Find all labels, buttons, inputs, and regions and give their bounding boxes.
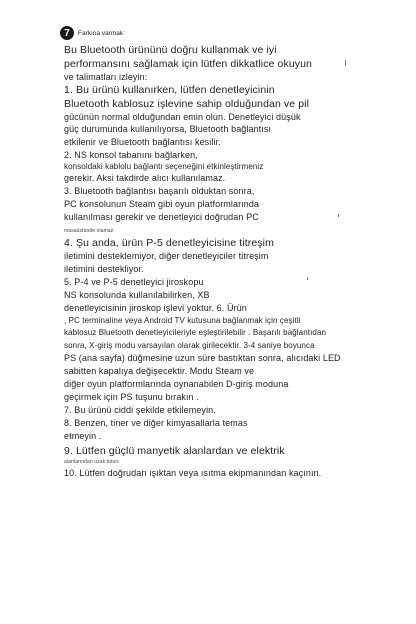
text-line: 4. Şu anda, ürün P-5 denetleyicisine titreşim bbox=[64, 237, 274, 249]
section-title: Farkına varmak: bbox=[78, 29, 125, 37]
text-line: etkilenir ve Bluetooth bağlantısı kesilir. bbox=[64, 137, 221, 147]
text-line: masaüstünde olamaz. bbox=[64, 228, 115, 234]
text-line: NS konsolunda kullanılabilirken, XB bbox=[64, 290, 210, 300]
text-line: sabitten kapalıya değişecektir. Modu Steam ve bbox=[64, 366, 255, 376]
text-line: , PC terminaline veya Android TV kutusuna bağlanmak için çeşitli bbox=[64, 316, 301, 325]
text-line: Bu Bluetooth ürününü doğru kullanmak ve iyi bbox=[64, 44, 277, 56]
scan-mark bbox=[307, 277, 308, 280]
text-line: denetleyicisinin jiroskop işlevi yoktur. 6. Ürün bbox=[64, 303, 247, 313]
section-header bbox=[60, 26, 125, 40]
text-line: 8. Benzen, tiner ve diğer kimyasallarla temas bbox=[64, 418, 248, 428]
text-line: kablosuz Bluetooth denetleyicileriyle eşleştirilebilir . Başarılı bağlantıdan bbox=[64, 328, 327, 337]
text-line: iletimini destekliyor. bbox=[64, 264, 144, 274]
text-line: 2. NS konsol tabanını bağlarken, bbox=[64, 150, 198, 160]
text-line: 10. Lütfen doğrudan ışıktan veya ısıtma ekipmanından kaçının. bbox=[64, 468, 322, 478]
section-number-badge: 7 bbox=[60, 26, 74, 40]
scan-mark bbox=[345, 60, 346, 66]
text-line: ve talimatları izleyin: bbox=[64, 72, 148, 82]
text-line: gücünün normal olduğundan emin olun. Denetleyici düşük bbox=[64, 112, 301, 122]
text-line: geçirmek için PS tuşunu bırakın . bbox=[64, 392, 199, 402]
text-line: konsoldaki kablolu bağlantı seçeneğini etkinleştirmeniz bbox=[64, 162, 264, 171]
text-line: 9. Lütfen güçlü manyetik alanlardan ve elektrik bbox=[64, 445, 285, 457]
text-line: performansını sağlamak için lütfen dikkatlice okuyun bbox=[64, 58, 312, 70]
text-line: PC konsolunun Steam gibi oyun platformlarında bbox=[64, 199, 260, 209]
text-line: 1. Bu ürünü kullanırken, lütfen denetleyicinin bbox=[64, 84, 275, 96]
text-line: 5. P-4 ve P-5 denetleyici jiroskopu bbox=[64, 277, 204, 287]
text-line: Bluetooth kablosuz işlevine sahip olduğundan ve pil bbox=[64, 98, 310, 110]
text-line: iletimini desteklemiyor, diğer denetleyiciler titreşim bbox=[64, 251, 269, 261]
text-line: güç durumunda kullanılıyorsa, Bluetooth bağlantısı bbox=[64, 124, 272, 134]
scan-mark bbox=[338, 214, 339, 217]
text-line: 7. Bu ürünü ciddi şekilde etkilemeyin. bbox=[64, 405, 216, 415]
text-line: alanlarından uzak tutun. bbox=[64, 459, 120, 465]
text-line: sonra, X-giriş modu varsayılan olarak girilecektir. 3-4 saniye boyunca bbox=[64, 341, 315, 350]
text-line: diğer oyun platformlarında oynanabilen D-giriş moduna bbox=[64, 379, 289, 389]
text-line: gerekir. Aksi takdirde alıcı kullanılamaz. bbox=[64, 173, 226, 183]
text-line: PS (ana sayfa) düğmesine uzun süre bastıktan sonra, alıcıdaki LED bbox=[64, 353, 341, 363]
text-line: etmeyin . bbox=[64, 431, 102, 441]
text-line: 3. Bluetooth bağlantısı başarılı olduktan sonra, bbox=[64, 186, 255, 196]
text-line: kullanılması gerekir ve denetleyici doğrudan PC bbox=[64, 212, 259, 222]
